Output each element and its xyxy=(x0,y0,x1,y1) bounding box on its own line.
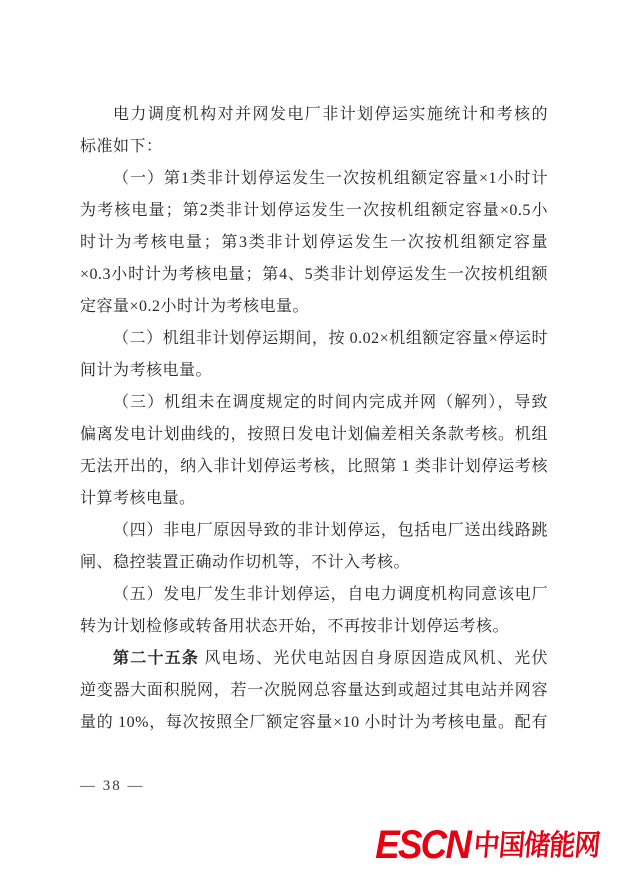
text-line: 电力调度机构对并网发电厂非计划停运实施统计和考核的 xyxy=(113,106,548,123)
text-line: 第二十五条 风电场、光伏电站因自身原因造成风机、光伏 xyxy=(113,650,548,667)
escn-logo xyxy=(367,823,612,873)
logo-text-zh: 中国储能网 xyxy=(472,830,602,862)
text-line: 偏离发电计划曲线的，按照日发电计划偏差相关条款考核。机组 xyxy=(80,426,548,443)
logo-text-en: ESCN xyxy=(375,823,470,867)
page-number: — 38 — xyxy=(80,778,145,794)
text-line: 量的 10%，每次按照全厂额定容量×10 小时计为考核电量。配有 xyxy=(80,714,548,731)
text-line: 标准如下： xyxy=(80,138,163,155)
text-line: 间计为考核电量。 xyxy=(80,362,213,379)
text-line: 定容量×0.2小时计为考核电量。 xyxy=(80,298,310,315)
text-line: 闸、稳控装置正确动作切机等，不计入考核。 xyxy=(80,554,411,571)
text-line: 转为计划检修或转备用状态开始，不再按非计划停运考核。 xyxy=(80,618,510,635)
text-line: （三）机组未在调度规定的时间内完成并网（解列），导致 xyxy=(113,394,548,411)
text-line: 为考核电量；第2类非计划停运发生一次按机组额定容量×0.5小 xyxy=(80,202,548,219)
document-body xyxy=(80,99,548,739)
text-line: （四）非电厂原因导致的非计划停运，包括电厂送出线路跳 xyxy=(113,522,548,539)
text-line: （二）机组非计划停运期间，按 0.02×机组额定容量×停运时 xyxy=(113,330,548,347)
text-line: ×0.3小时计为考核电量；第4、5类非计划停运发生一次按机组额 xyxy=(80,266,548,283)
text-line: 逆变器大面积脱网，若一次脱网总容量达到或超过其电站并网容 xyxy=(80,682,548,699)
text-line: （一）第1类非计划停运发生一次按机组额定容量×1小时计 xyxy=(113,170,548,187)
text-line: 无法开出的，纳入非计划停运考核，比照第 1 类非计划停运考核 xyxy=(80,458,548,475)
article-number: 第二十五条 xyxy=(113,650,200,667)
text-line: （五）发电厂发生非计划停运，自电力调度机构同意该电厂 xyxy=(113,586,548,603)
text-line: 时计为考核电量；第3类非计划停运发生一次按机组额定容量 xyxy=(80,234,548,251)
text-line: 计算考核电量。 xyxy=(80,490,196,507)
